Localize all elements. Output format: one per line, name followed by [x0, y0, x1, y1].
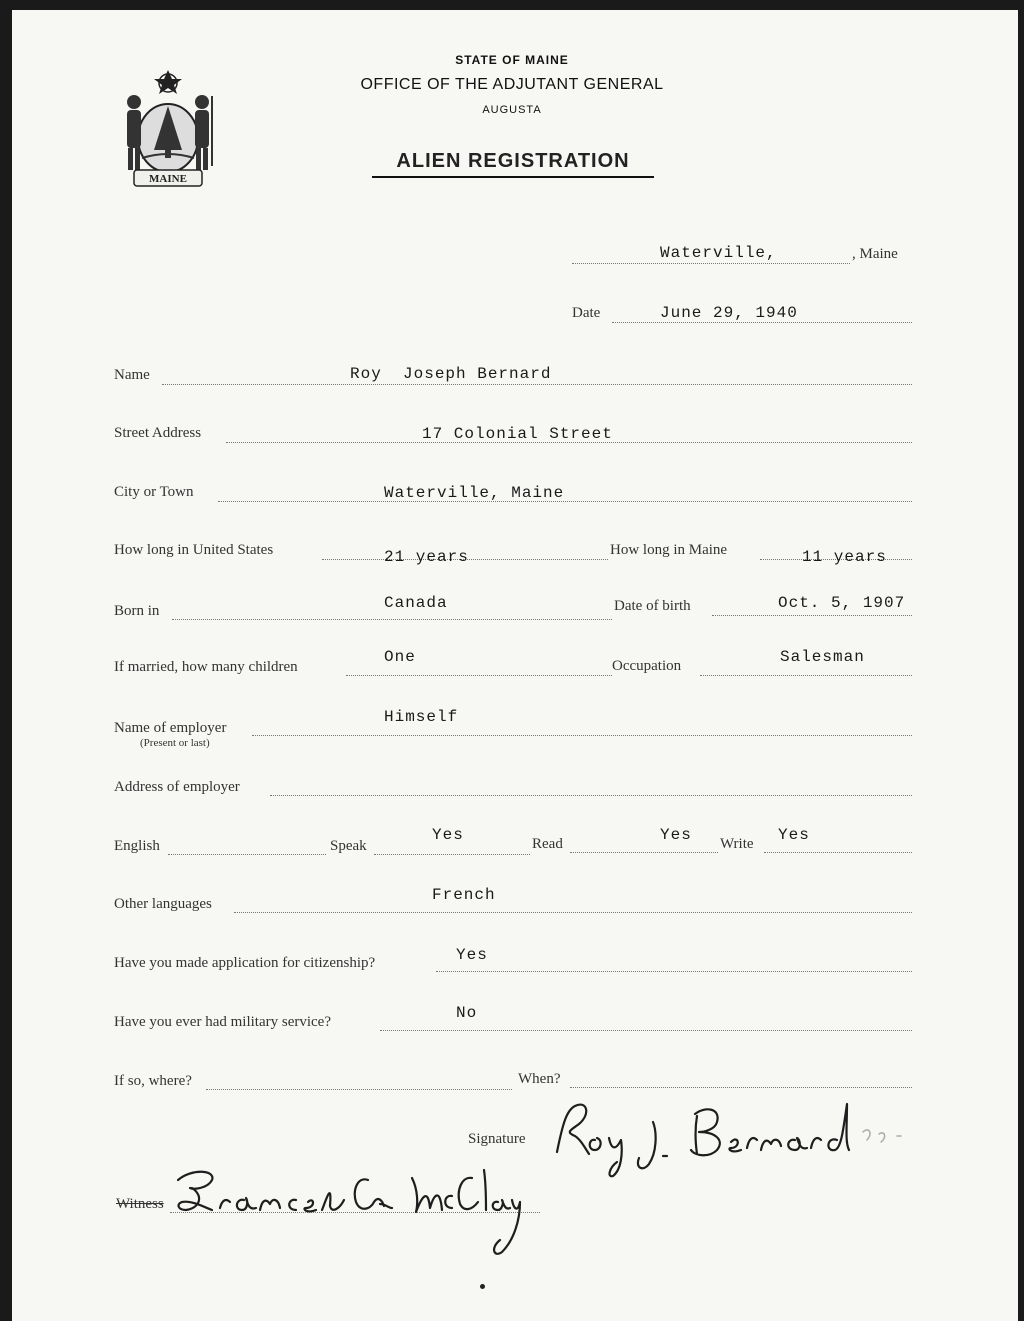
speak-value: Yes	[432, 826, 464, 844]
office-heading: OFFICE OF THE ADJUTANT GENERAL	[360, 76, 664, 93]
name-label: Name	[114, 367, 150, 383]
dob-label: Date of birth	[614, 598, 691, 614]
read-value: Yes	[660, 826, 692, 844]
english-label: English	[114, 838, 160, 854]
date-value: June 29, 1940	[660, 304, 798, 322]
state-heading: STATE OF MAINE	[455, 53, 569, 67]
children-label: If married, how many children	[114, 659, 298, 675]
write-label: Write	[720, 836, 754, 852]
punch-mark	[480, 1284, 485, 1289]
where-line	[206, 1089, 512, 1090]
name-line	[162, 384, 912, 385]
form-title: ALIEN REGISTRATION	[372, 150, 654, 178]
employer-sublabel: (Present or last)	[140, 737, 210, 749]
other-languages-label: Other languages	[114, 896, 212, 912]
city-line	[218, 501, 912, 502]
signature-label: Signature	[468, 1131, 526, 1147]
military-label: Have you ever had military service?	[114, 1014, 331, 1030]
speak-line	[374, 854, 530, 855]
write-line	[764, 852, 912, 853]
children-value: One	[384, 648, 416, 666]
other-languages-value: French	[432, 886, 496, 904]
city-value: Waterville, Maine	[384, 484, 565, 502]
employer-address-line	[270, 795, 912, 796]
place-suffix: , Maine	[852, 246, 898, 262]
employer-line	[252, 735, 912, 736]
city-label: City or Town	[114, 484, 194, 500]
born-in-line	[172, 619, 612, 620]
citizenship-label: Have you made application for citizenship?	[114, 955, 376, 971]
place-value: Waterville,	[660, 244, 777, 262]
employer-address-label: Address of employer	[114, 779, 240, 795]
when-label: When?	[518, 1071, 561, 1087]
where-label: If so, where?	[114, 1073, 192, 1089]
other-languages-line	[234, 912, 912, 913]
speak-label: Speak	[330, 838, 367, 854]
employer-label: Name of employer	[114, 720, 227, 736]
military-line	[380, 1030, 912, 1031]
military-value: No	[456, 1004, 478, 1022]
scan-edge-top	[0, 0, 1024, 10]
read-line	[570, 852, 718, 853]
employer-value: Himself	[384, 708, 459, 726]
maine-years-value: 11 years	[802, 548, 887, 566]
city-heading: AUGUSTA	[482, 104, 542, 116]
scan-edge-left	[0, 0, 12, 1321]
us-years-value: 21 years	[384, 548, 469, 566]
english-line	[168, 854, 326, 855]
children-line	[346, 675, 612, 676]
date-line	[612, 322, 912, 323]
name-value: Roy Joseph Bernard	[350, 365, 552, 383]
occupation-value: Salesman	[780, 648, 865, 666]
occupation-line	[700, 675, 912, 676]
citizenship-value: Yes	[456, 946, 488, 964]
street-value: 17 Colonial Street	[422, 425, 613, 443]
occupation-label: Occupation	[612, 658, 682, 674]
maine-years-label: How long in Maine	[610, 542, 728, 558]
scan-edge-right	[1018, 0, 1024, 1321]
dob-line	[712, 615, 912, 616]
write-value: Yes	[778, 826, 810, 844]
witness-label: Witness	[116, 1196, 164, 1212]
us-years-label: How long in United States	[114, 542, 274, 558]
place-line	[572, 263, 850, 264]
date-label: Date	[572, 305, 601, 321]
read-label: Read	[532, 836, 563, 852]
citizenship-line	[436, 971, 912, 972]
born-in-value: Canada	[384, 594, 448, 612]
witness-handwriting	[172, 1160, 522, 1260]
born-in-label: Born in	[114, 603, 160, 619]
when-line	[570, 1087, 912, 1088]
dob-value: Oct. 5, 1907	[778, 594, 906, 612]
signature-handwriting	[545, 1092, 915, 1182]
seal-banner-text: MAINE	[149, 173, 187, 185]
street-label: Street Address	[114, 425, 202, 441]
